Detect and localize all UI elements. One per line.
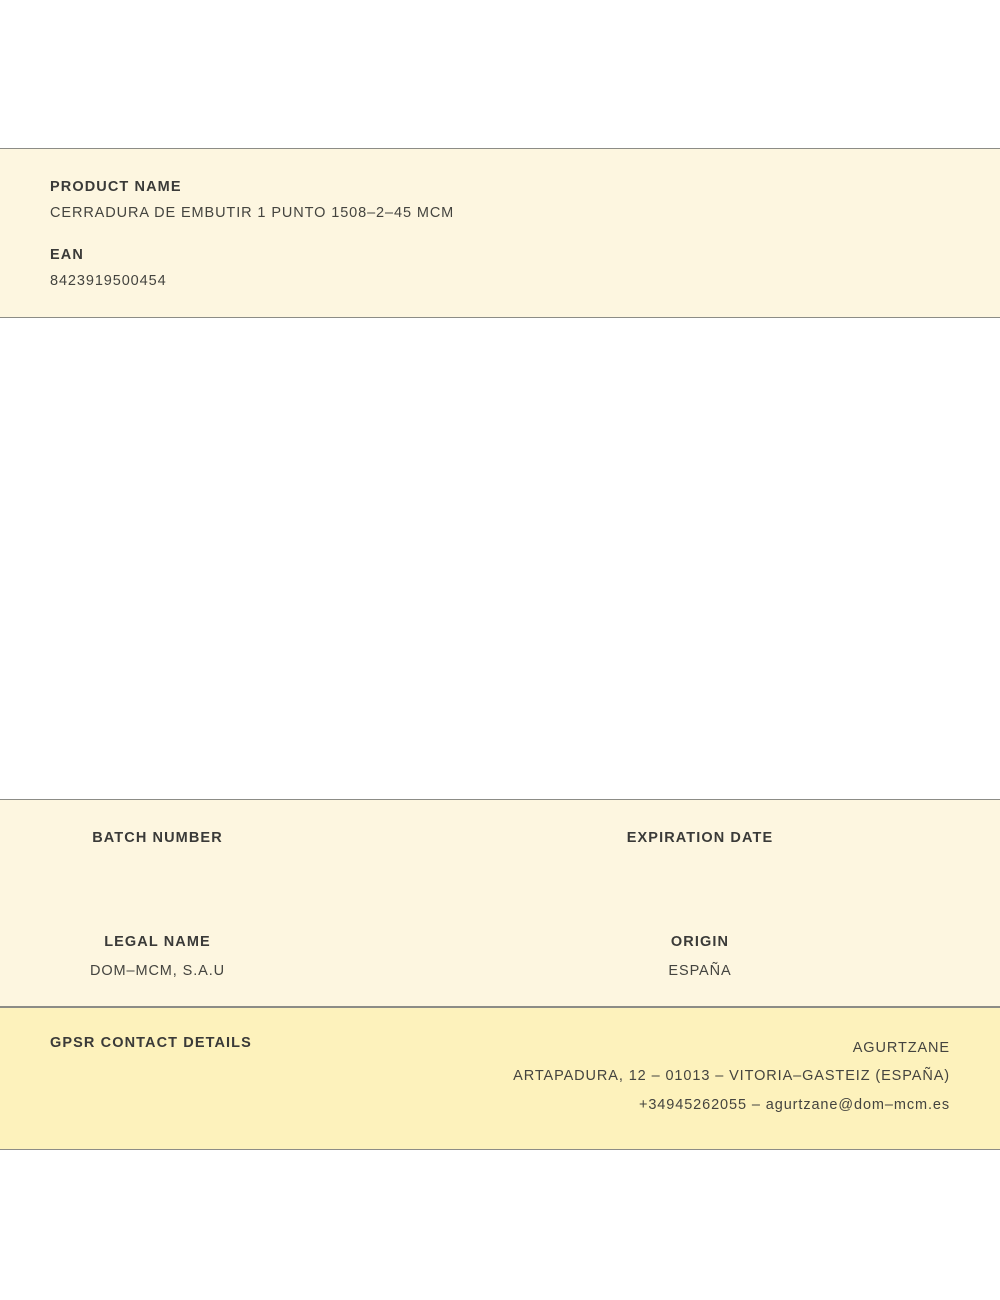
top-spacer (0, 0, 1000, 148)
product-header-block (0, 148, 1000, 318)
ean-field (50, 247, 950, 289)
batch-number-cell (0, 830, 500, 876)
expiration-date-cell (500, 830, 1000, 876)
blank-content-area (0, 318, 1000, 799)
legal-name-value: DOM–MCM, S.A.U (89, 963, 226, 980)
batch-number-value (0, 859, 315, 876)
origin-value: ESPAÑA (668, 963, 732, 980)
expiration-date-label: EXPIRATION DATE (626, 830, 774, 847)
gpsr-contact-name: AGURTZANE (852, 1040, 950, 1057)
ean-label: EAN (50, 247, 84, 263)
details-row (0, 934, 1000, 980)
expiration-date-value (500, 859, 900, 876)
bottom-spacer (0, 1150, 1000, 1300)
origin-cell (500, 934, 1000, 980)
gpsr-contact-details-label: GPSR CONTACT DETAILS (50, 1035, 252, 1052)
product-name-field (50, 179, 950, 221)
gpsr-contact-block (0, 1007, 1000, 1150)
ean-value: 8423919500454 (50, 273, 167, 289)
product-name-value: CERRADURA DE EMBUTIR 1 PUNTO 1508–2–45 MCM (50, 205, 455, 221)
gpsr-contact-phone-email: +34945262055 – agurtzane@dom–mcm.es (638, 1096, 950, 1113)
gpsr-contact-address: ARTAPADURA, 12 – 01013 – VITORIA–GASTEIZ (ESPAÑA) (513, 1068, 950, 1085)
details-row (0, 830, 1000, 876)
gpsr-contact-info (513, 1034, 950, 1119)
product-name-label: PRODUCT NAME (50, 179, 182, 195)
legal-name-label: LEGAL NAME (104, 934, 211, 951)
legal-name-cell (0, 934, 500, 980)
batch-number-label: BATCH NUMBER (92, 830, 223, 847)
origin-label: ORIGIN (670, 934, 730, 951)
product-details-block (0, 799, 1000, 1007)
